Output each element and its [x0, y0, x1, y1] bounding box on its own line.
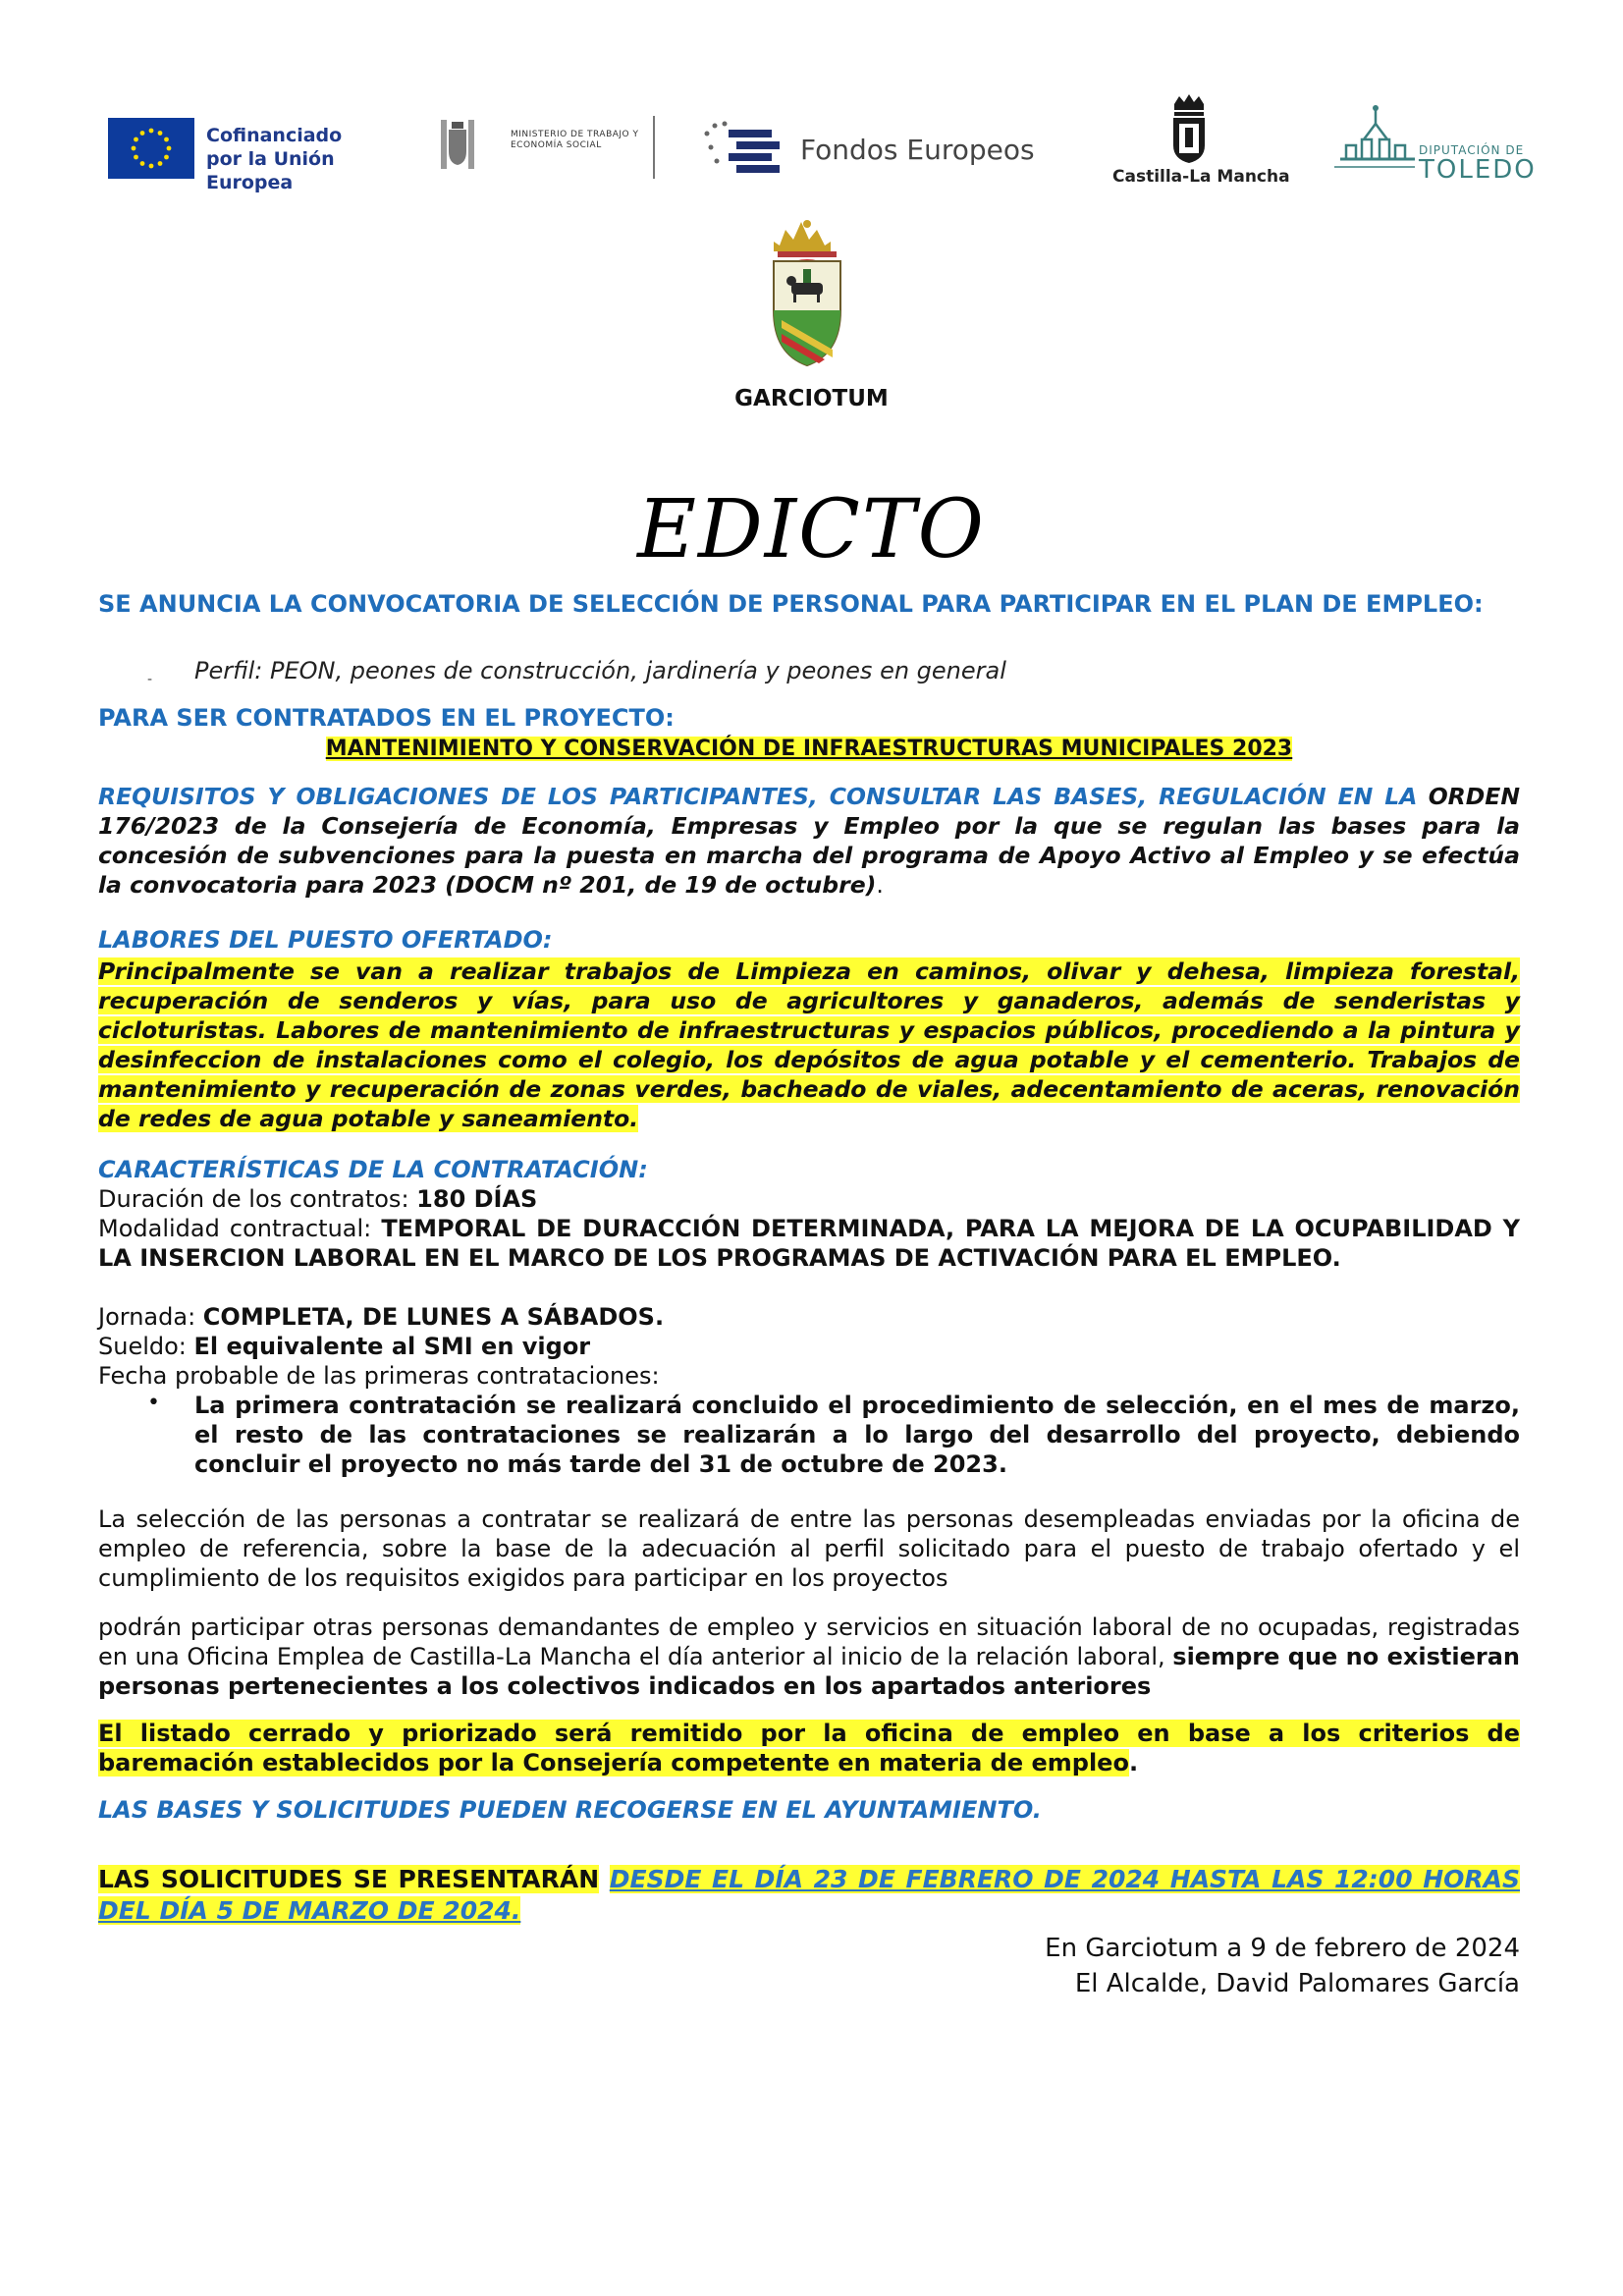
duracion-line: [98, 1184, 1520, 1214]
fecha-bullet-text: La primera contratación se realizará concluido el procedimiento de selección, en el mes de marzo, el resto de las contrataciones se realizarán a lo largo del desarrollo del proyecto, debiendo concluir el proyecto no más tarde del 31 de octubre de 2023.: [194, 1392, 1520, 1478]
project-heading: PARA SER CONTRATADOS EN EL PROYECTO:: [98, 704, 675, 732]
requirements-heading: REQUISITOS Y OBLIGACIONES DE LOS PARTICIPANTES, CONSULTAR LAS BASES, REGULACIÓN EN LA: [98, 783, 1418, 810]
labores-heading: LABORES DEL PUESTO OFERTADO:: [98, 926, 553, 954]
jornada-label: Jornada:: [98, 1303, 196, 1331]
listado-text: El listado cerrado y priorizado será remitido por la oficina de empleo en base a los criterios de baremación establecidos por la Consejería competente en materia de empleo: [98, 1720, 1520, 1777]
diputacion-text: DIPUTACIÓN DE: [1419, 143, 1525, 157]
sueldo-value: El equivalente al SMI en vigor: [193, 1333, 591, 1360]
sueldo-label: Sueldo:: [98, 1333, 187, 1360]
fecha-label: Fecha probable de las primeras contrataciones:: [98, 1362, 660, 1390]
modalidad-value: TEMPORAL DE DURACCIÓN DETERMINADA, PARA LA MEJORA DE LA OCUPABILIDAD Y LA INSERCION LABORAL EN EL MARCO DE LOS PROGRAMAS DE ACTIVACIÓN PARA EL EMPLEO.: [98, 1215, 1521, 1272]
castilla-la-mancha-text: Castilla-La Mancha: [1112, 167, 1290, 187]
project-name: MANTENIMIENTO Y CONSERVACIÓN DE INFRAESTRUCTURAS MUNICIPALES 2023: [325, 737, 1293, 761]
bullet-icon: •: [147, 1391, 160, 1415]
garciotum-coat-of-arms: [768, 218, 846, 367]
requirements-block: REQUISITOS Y OBLIGACIONES DE LOS PARTICIPANTES, CONSULTAR LAS BASES, REGULACIÓN EN LA ORDEN 176/2023 de la Consejería de Economía, Empresas y Empleo por la que se regulan las bases para la concesión de subvenciones para la puesta en marcha del programa de Apoyo Activo al Empleo y se efectúa la convocatoria para 2023 (DOCM nº 201, de 19 de octubre).: [98, 783, 1520, 899]
document-title: EDICTO: [637, 483, 986, 576]
otras-block: [98, 1613, 1520, 1701]
requirements-order: ORDEN 176/2023 de la Consejería de Economía, Empresas y Empleo por la que se regulan las bases para la concesión de subvenciones para la puesta en marcha del programa de Apoyo Activo al Empleo y se efectúa la convocatoria para 2023 (DOCM nº 201, de 19 de octubre): [98, 783, 1520, 899]
spain-shield-logo: [437, 116, 478, 177]
labores-text: Principalmente se van a realizar trabajos de Limpieza en caminos, olivar y dehesa, limpieza forestal, recuperación de senderos y vías, para uso de agricultores y ganaderos, además de senderistas y cicloturistas. Labores de mantenimiento de infraestructuras y espacios públicos, procediendo a la pintura y desinfeccion de instalaciones como el colegio, los depósitos de agua potable y el cementerio. Trabajos de mantenimiento y recuperación de zonas verdes, bacheado de viales, adecentamiento de aceras, renovación de redes de agua potable y saneamiento.: [98, 957, 1520, 1132]
ministry-logo-text: MINISTERIO DE TRABAJO Y ECONOMÍA SOCIAL: [511, 130, 639, 150]
modalidad-label: Modalidad contractual:: [98, 1215, 372, 1242]
eu-logo-text: Cofinanciado por la Unión Europea: [206, 125, 343, 193]
labores-text-wrap: [98, 957, 1520, 1133]
town-name: GARCIOTUM: [734, 386, 889, 411]
eu-flag-logo: [108, 118, 194, 179]
solicitudes-dates: DESDE EL DÍA 23 DE FEBRERO DE 2024 HASTA LAS 12:00 HORAS DEL DÍA 5 DE MARZO DE 2024.: [98, 1865, 1520, 1925]
solicitudes-block: [98, 1864, 1520, 1927]
diputacion-toledo-mark: [1330, 100, 1419, 185]
jornada-line: [98, 1302, 1520, 1332]
sueldo-line: [98, 1332, 1520, 1361]
caracteristicas-heading: CARACTERÍSTICAS DE LA CONTRATACIÓN:: [98, 1156, 648, 1183]
logo-divider: [653, 116, 655, 179]
list-dash: -: [147, 672, 153, 687]
duracion-label: Duración de los contratos:: [98, 1185, 409, 1213]
jornada-value: COMPLETA, DE LUNES A SÁBADOS.: [202, 1303, 665, 1331]
bases-text: LAS BASES Y SOLICITUDES PUEDEN RECOGERSE EN EL AYUNTAMIENTO.: [98, 1796, 1042, 1824]
modalidad-line: [98, 1214, 1520, 1273]
signature-place-date: En Garciotum a 9 de febrero de 2024: [1045, 1934, 1520, 1963]
profile-text: Perfil: PEON, peones de construcción, jardinería y peones en general: [194, 657, 1006, 684]
otras-bold: siempre que no existieran personas pertenecientes a los colectivos indicados en los apartados anteriores: [98, 1643, 1521, 1700]
project-name-wrap: [98, 735, 1520, 764]
fondos-europeos-text: Fondos Europeos: [800, 134, 1035, 166]
otras-text: podrán participar otras personas demandantes de empleo y servicios en situación laboral de no ocupadas, registradas en una Oficina Emplea de Castilla-La Mancha el día anterior al inicio de la relación laboral,: [98, 1613, 1520, 1670]
seleccion-text: La selección de las personas a contratar se realizará de entre las personas desempleadas enviadas por la oficina de empleo de referencia, sobre la base de la adecuación al perfil solicitado para el puesto de trabajo ofertado y el cumplimiento de los requisitos exigidos para participar en los proyectos: [98, 1505, 1520, 1592]
announce-heading: SE ANUNCIA LA CONVOCATORIA DE SELECCIÓN DE PERSONAL PARA PARTICIPAR EN EL PLAN DE EMPLEO:: [98, 590, 1484, 618]
toledo-text: TOLEDO: [1419, 155, 1537, 185]
signature-signer: El Alcalde, David Palomares García: [1074, 1969, 1520, 1998]
solicitudes-lead: LAS SOLICITUDES SE PRESENTARÁN: [98, 1865, 600, 1893]
fondos-europeos-mark: [699, 116, 787, 185]
duracion-value: 180 DÍAS: [416, 1185, 538, 1213]
listado-wrap: El listado cerrado y priorizado será remitido por la oficina de empleo en base a los criterios de baremación establecidos por la Consejería competente en materia de empleo.: [98, 1720, 1520, 1777]
